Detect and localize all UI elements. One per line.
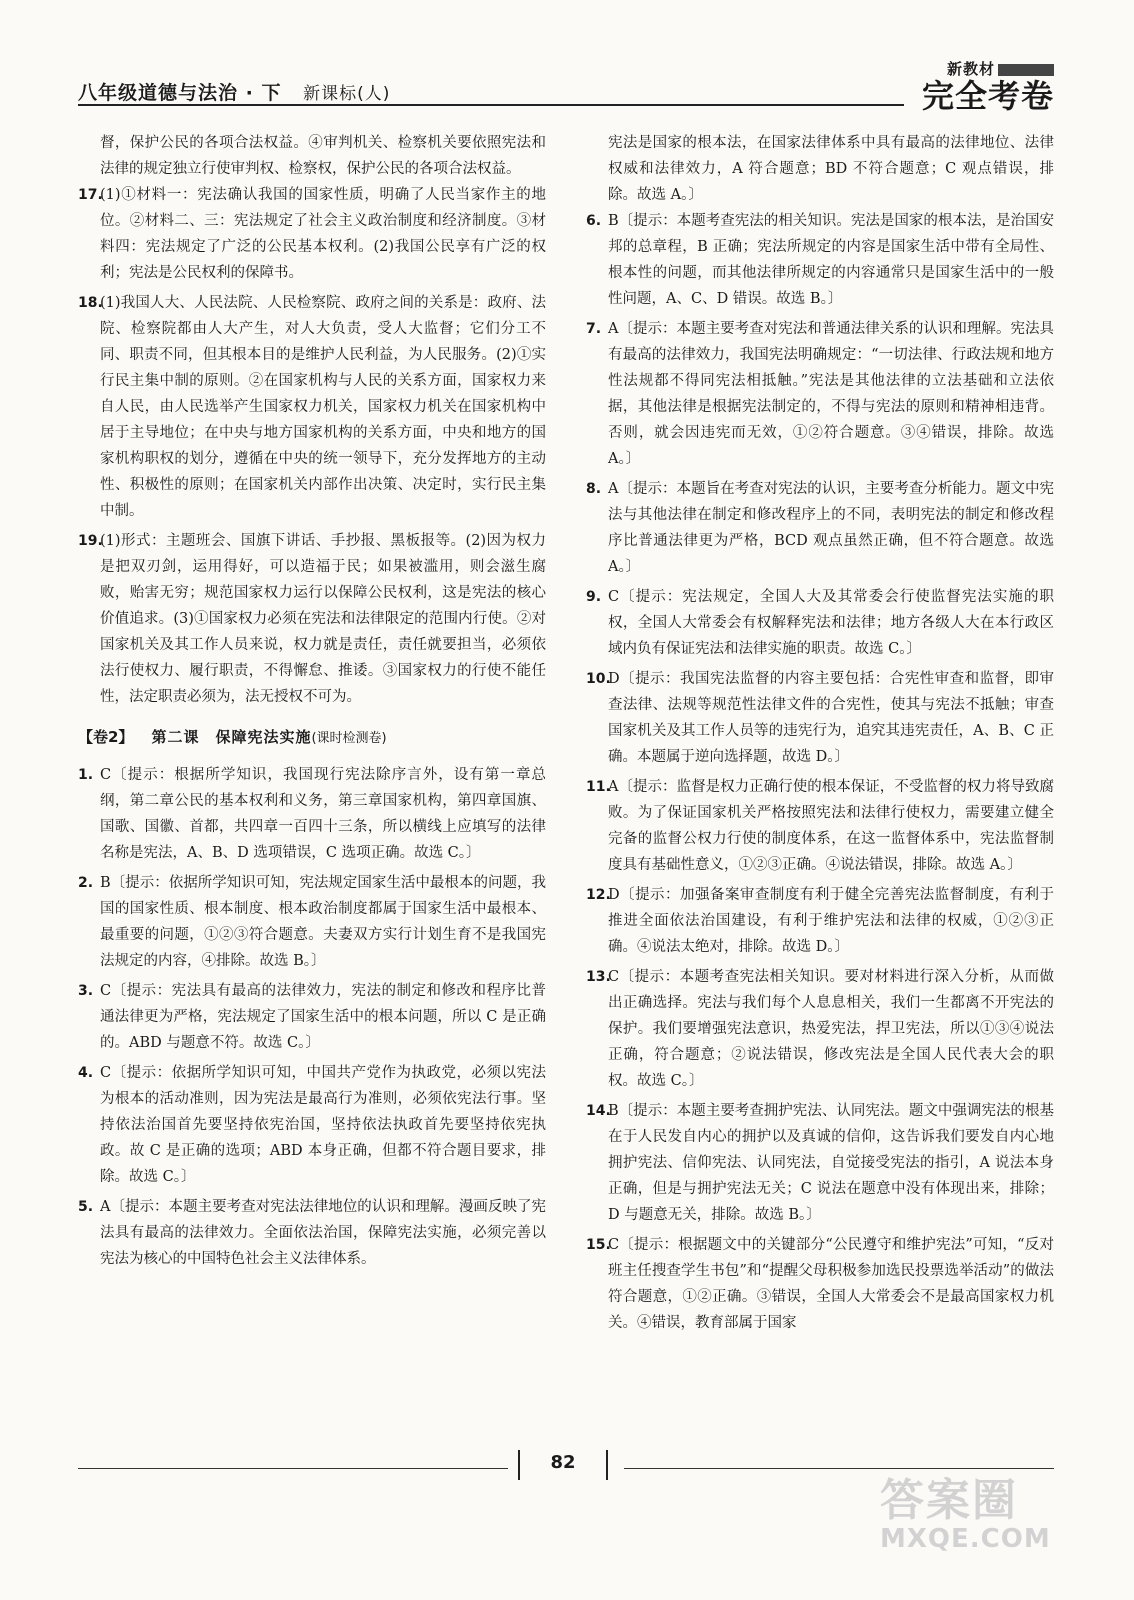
- answer-item: [78, 528, 546, 710]
- answer-text: D〔提示：加强备案审查制度有利于健全完善宪法监督制度，有利于推进全面依法治国建设，有利于维护宪法和法律的权威，①②③正确。④说法太绝对，排除。故选 D。〕: [608, 887, 1054, 955]
- answer-text: (1)形式：主题班会、国旗下讲话、手抄报、黑板报等。(2)因为权力是把双刃剑，运用得好，可以造福于民；如果被滥用，则会滋生腐败，贻害无穷；规范国家权力运行以保障公民权利，这是宪法的核心价值追求。(3)①国家权力必须在宪法和法律限定的范围内行使。②对国家机关及其工作人员来说，权力就是责任，责任就要担当，必须依法行使权力、履行职责，不得懈怠、推诿。③国家权力的行使不能任性，法定职责必须为，法无授权不可为。: [100, 533, 546, 705]
- answer-item: [78, 978, 546, 1056]
- answer-item: [586, 584, 1054, 662]
- footer-bar-right: [606, 1450, 608, 1480]
- brand-top: 新教材: [946, 60, 995, 78]
- answer-number: 7.: [586, 321, 602, 337]
- answer-text: C〔提示：根据所学知识，我国现行宪法除序言外，设有第一章总纲，第二章公民的基本权利和义务，第三章国家机构，第四章国旗、国歌、国徽、首都，共四章一百四十三条，所以横线上应填写的法律名称是宪法，A、B、D 选项错误，C 选项正确。故选 C。〕: [100, 767, 546, 861]
- answer-text: (1)①材料一：宪法确认我国的国家性质，明确了人民当家作主的地位。②材料二、三：宪法规定了社会主义政治制度和经济制度。③材料四：宪法规定了广泛的公民基本权利。(2)我国公民享有广泛的权利；宪法是公民权利的保障书。: [100, 187, 546, 281]
- section-tag: 【卷2】: [78, 728, 134, 746]
- answer-item: [586, 316, 1054, 472]
- answer-text: C〔提示：宪法具有最高的法律效力，宪法的制定和修改和程序比普通法律更为严格，宪法规定了国家生活中的根本问题，所以 C 是正确的。ABD 与题意不符。故选 C。〕: [100, 983, 546, 1051]
- answer-item: [586, 882, 1054, 960]
- answer-text: B〔提示：本题主要考查拥护宪法、认同宪法。题文中强调宪法的根基在于人民发自内心的拥护以及真诚的信仰，这告诉我们要发自内心地拥护宪法、信仰宪法、认同宪法，自觉接受宪法的指引，A 说法本身正确，但是与拥护宪法无关；C 说法在题意中没有体现出来，排除；D 与题意无关，排除。故选 B。〕: [608, 1103, 1054, 1223]
- footer-bar-left: [518, 1450, 520, 1480]
- section-heading: [78, 724, 546, 752]
- answer-number: 4.: [78, 1065, 94, 1081]
- answer-number: 6.: [586, 213, 602, 229]
- answer-item: [78, 870, 546, 974]
- answer-item: [78, 762, 546, 866]
- watermark-line1: 答案圈: [880, 1475, 1018, 1526]
- answer-text: A〔提示：监督是权力正确行使的根本保证，不受监督的权力将导致腐败。为了保证国家机关严格按照宪法和法律行使权力，需要建立健全完备的监督公权力行使的制度体系，在这一监督体系中，宪法监督制度具有基础性意义，①②③正确。④说法错误，排除。故选 A。〕: [608, 779, 1054, 873]
- answer-item: [586, 964, 1054, 1094]
- page-header: [78, 60, 1054, 116]
- answer-text: A〔提示：本题旨在考查对宪法的认识，主要考查分析能力。题文中宪法与其他法律在制定和修改程序上的不同，表明宪法的制定和修改程序比普通法律更为严格，BCD 观点虽然正确，但不符合题意。故选 A。〕: [608, 481, 1054, 575]
- continued-answer-5: 宪法是国家的根本法，在国家法律体系中具有最高的法律地位、法律权威和法律效力，A 符合题意；BD 不符合题意；C 观点错误，排除。故选 A。〕: [608, 135, 1054, 203]
- answer-number: 12.: [586, 887, 611, 903]
- answer-item: [586, 208, 1054, 312]
- answer-number: 3.: [78, 983, 94, 999]
- brand-main: 完全考卷: [921, 77, 1054, 115]
- answer-number: 19.: [78, 533, 103, 549]
- answer-item: [586, 476, 1054, 580]
- answer-number: 11.: [586, 779, 611, 795]
- book-edition: 新课标(人): [303, 84, 391, 104]
- answer-text: C〔提示：依据所学知识可知，中国共产党作为执政党，必须以宪法为根本的活动准则，因为宪法是最高行为准则，必须依宪法行事。坚持依法治国首先要坚持依宪治国，坚持依法执政首先要坚持依宪执政。故 C 是正确的选项；ABD 本身正确，但都不符合题目要求，排除。故选 C。〕: [100, 1065, 546, 1185]
- answer-text: B〔提示：依据所学知识可知，宪法规定国家生活中最根本的问题，我国的国家性质、根本制度、根本政治制度都属于国家生活中最根本、最重要的问题，①②③符合题意。夫妻双方实行计划生育不是我国宪法规定的内容，④排除。故选 B。〕: [100, 875, 546, 969]
- answer-number: 18.: [78, 295, 103, 311]
- answer-text: C〔提示：宪法规定，全国人大及其常委会行使监督宪法实施的职权，全国人大常委会有权解释宪法和法律；地方各级人大在本行政区域内负有保证宪法和法律实施的职责。故选 C。〕: [608, 589, 1054, 657]
- header-title-block: [78, 78, 390, 105]
- answer-number: 5.: [78, 1199, 94, 1215]
- section-note: (课时检测卷): [311, 731, 387, 746]
- answer-item: [586, 774, 1054, 878]
- answer-text: D〔提示：我国宪法监督的内容主要包括：合宪性审查和监督，即审查法律、法规等规范性法律文件的合宪性，使其与宪法不抵触；审查国家机关及其工作人员等的违宪行为，追究其违宪责任，A、B、C 正确。本题属于逆向选择题，故选 D。〕: [608, 671, 1054, 765]
- answer-text: C〔提示：根据题文中的关键部分“公民遵守和维护宪法”可知，“反对班主任搜查学生书包”和“提醒父母积极参加选民投票选举活动”的做法符合题意，①②正确。③错误，全国人大常委会不是最高国家权力机关。④错误，教育部属于国家: [608, 1237, 1054, 1331]
- watermark-logo: [880, 1464, 1080, 1574]
- brand-box: [998, 64, 1054, 76]
- answer-item: [586, 1232, 1054, 1336]
- answer-item: [78, 182, 546, 286]
- answer-item: [586, 1098, 1054, 1228]
- answer-number: 10.: [586, 671, 611, 687]
- page-number: 82: [550, 1452, 576, 1473]
- header-rule: [78, 104, 904, 106]
- answer-text: B〔提示：本题考查宪法的相关知识。宪法是国家的根本法，是治国安邦的总章程，B 正确；宪法所规定的内容是国家生活中带有全局性、根本性的问题，而其他法律所规定的内容通常只是国家生活中的一般性问题，A、C、D 错误。故选 B。〕: [608, 213, 1054, 307]
- watermark-line2: MXQE.COM: [880, 1524, 1051, 1554]
- answer-number: 2.: [78, 875, 94, 891]
- book-title: 八年级道德与法治 · 下: [78, 82, 282, 104]
- answer-number: 9.: [586, 589, 602, 605]
- answer-number: 17.: [78, 187, 103, 203]
- section-title: 第二课 保障宪法实施: [151, 728, 312, 746]
- brand-logo: [904, 58, 1054, 113]
- answer-number: 14.: [586, 1103, 611, 1119]
- answer-number: 13.: [586, 969, 611, 985]
- footer-rule-left: [78, 1468, 508, 1469]
- answer-item: [78, 1194, 546, 1272]
- answer-text: C〔提示：本题考查宪法相关知识。要对材料进行深入分析，从而做出正确选择。宪法与我们每个人息息相关，我们一生都离不开宪法的保护。我们要增强宪法意识，热爱宪法，捍卫宪法，所以①③④说法正确，符合题意；②说法错误，修改宪法是全国人民代表大会的职权。故选 C。〕: [608, 969, 1054, 1089]
- answer-number: 8.: [586, 481, 602, 497]
- left-column: [78, 130, 546, 1276]
- right-column: [586, 130, 1054, 1340]
- answer-text: A〔提示：本题主要考查对宪法和普通法律关系的认识和理解。宪法具有最高的法律效力，我国宪法明确规定：“一切法律、行政法规和地方性法规都不得同宪法相抵触。”宪法是其他法律的立法基础和立法依据，其他法律是根据宪法制定的，不得与宪法的原则和精神相违背。否则，就会因违宪而无效，①②符合题意。③④错误，排除。故选 A。〕: [608, 321, 1054, 467]
- answer-item: [78, 290, 546, 524]
- answer-number: 15.: [586, 1237, 611, 1253]
- answer-text: A〔提示：本题主要考查对宪法法律地位的认识和理解。漫画反映了宪法具有最高的法律效力。全面依法治国，保障宪法实施，必须完善以宪法为核心的中国特色社会主义法律体系。: [100, 1199, 546, 1267]
- answer-number: 1.: [78, 767, 94, 783]
- answer-text: (1)我国人大、人民法院、人民检察院、政府之间的关系是：政府、法院、检察院都由人大产生，对人大负责，受人大监督；它们分工不同、职责不同，但其根本目的是维护人民利益，为人民服务。(2)①实行民主集中制的原则。②在国家机构与人民的关系方面，国家权力来自人民，由人民选举产生国家权力机关，国家权力机关在国家机构中居于主导地位；在中央与地方国家机构的关系方面，中央和地方的国家机构职权的划分，遵循在中央的统一领导下，充分发挥地方的主动性、积极性的原则；在国家机关内部作出决策、决定时，实行民主集中制。: [100, 295, 546, 519]
- answer-item: [78, 1060, 546, 1190]
- answer-item: [586, 666, 1054, 770]
- continued-answer-16: 督，保护公民的各项合法权益。④审判机关、检察机关要依照宪法和法律的规定独立行使审判权、检察权，保护公民的各项合法权益。: [100, 135, 546, 177]
